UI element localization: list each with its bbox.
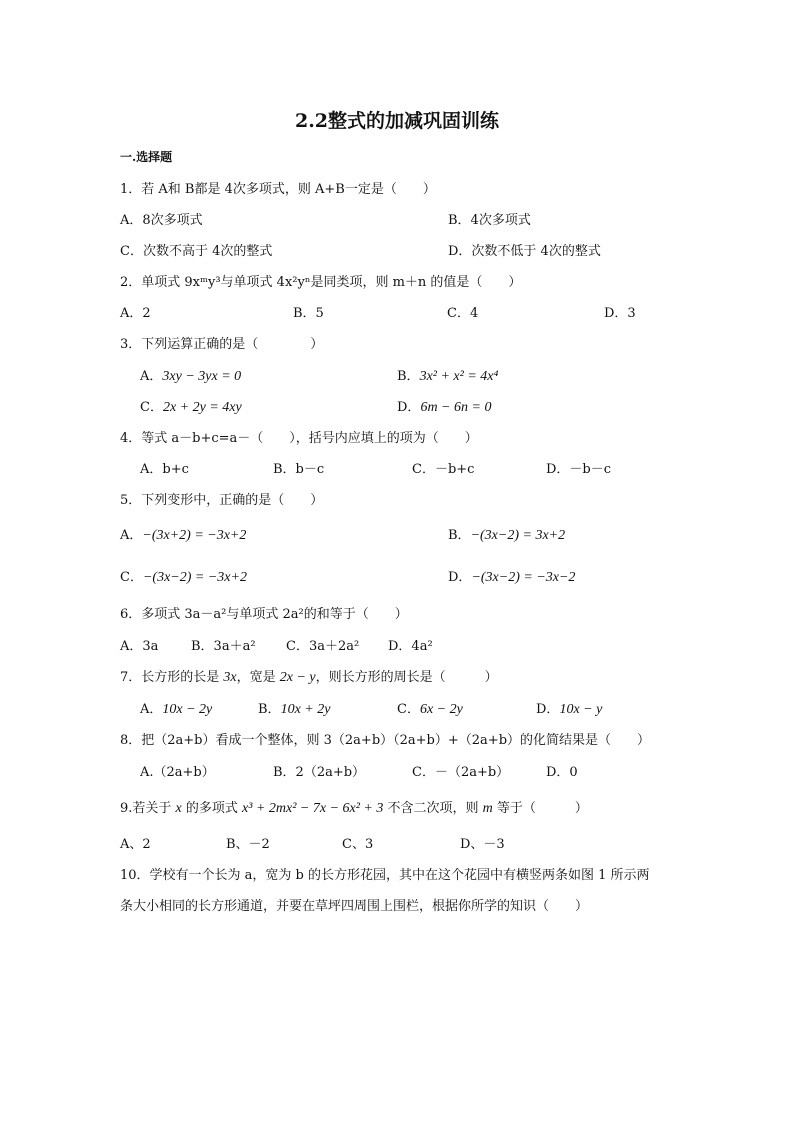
question-2-stem: 2．单项式 9xᵐy³与单项式 4x²yⁿ是同类项，则 m＋n 的值是（ ） [120,275,522,290]
question-4-stem: 4．等式 a－b+c=a－（ ），括号内应填上的项为（ ） [120,431,478,446]
question-7-stem: 7．长方形的长是 3x，宽是 2x − y，则长方形的周长是（ ） [120,670,498,685]
math-expression: 10x + 2y [280,702,331,717]
math-expression: 6x − 2y [419,702,463,717]
question-5-option-c: C．−(3x−2) = −3x+2 [120,570,247,585]
math-expression: 3xy − 3yx = 0 [162,369,242,384]
page-title: 2.2整式的加减巩固训练 [294,110,500,132]
math-expression: 10x − y [559,702,603,717]
question-9-option-d: D、－3 [460,837,505,852]
question-2-option-b: B．5 [293,306,324,321]
question-3-option-d: D．6m − 6n = 0 [397,400,492,415]
question-7-option-b: B．10x + 2y [258,702,331,717]
math-expression: 2x − y [279,670,316,685]
question-9-stem: 9.若关于 x 的多项式 x³ + 2mx² − 7x − 6x² + 3 不含二次项，则 m 等于（ ） [120,801,588,816]
question-4-option-d: D．－b－c [546,462,612,477]
question-3-option-b: B．3x² + x² = 4x⁴ [397,369,499,384]
question-1-option-a: A．8次多项式 [120,213,203,228]
question-1-option-c: C．次数不高于 4次的整式 [120,244,273,259]
question-4-option-c: C．－b+c [412,462,475,477]
question-3-option-c: C．2x + 2y = 4xy [140,400,242,415]
question-8-option-d: D．0 [546,765,578,780]
question-7-option-c: C．6x − 2y [397,702,463,717]
question-4-option-a: A．b+c [140,462,189,477]
question-9-option-c: C、3 [342,837,374,852]
math-expression: −(3x−2) = −3x+2 [142,570,247,585]
question-2-option-d: D．3 [604,306,636,321]
question-3-option-a: A．3xy − 3yx = 0 [140,369,242,384]
math-expression: 2x + 2y = 4xy [162,400,242,415]
question-7-option-a: A．10x − 2y [140,702,213,717]
math-expression: x³ + 2mx² − 7x − 6x² + 3 [242,801,384,816]
math-expression: 6m − 6n = 0 [420,400,492,415]
question-6-stem: 6．多项式 3a－a²与单项式 2a²的和等于（ ） [120,607,408,622]
question-7-option-d: D．10x − y [536,702,603,717]
question-2-option-a: A．2 [120,306,151,321]
math-expression: −(3x−2) = 3x+2 [470,528,566,543]
question-6-option-d: D．4a² [388,639,433,654]
math-expression: 3x² + x² = 4x⁴ [419,369,499,384]
question-6-option-c: C．3a＋2a² [286,639,360,654]
question-9-option-a: A、2 [120,837,151,852]
question-2-option-c: C．4 [447,306,479,321]
question-6-option-a: A．3a [120,639,159,654]
math-expression: x [175,801,182,816]
math-expression: −(3x+2) = −3x+2 [142,528,247,543]
question-10-stem-line-2: 条大小相同的长方形通道，并要在草坪四周围上围栏，根据你所学的知识（ ） [120,899,589,914]
question-5-option-b: B．−(3x−2) = 3x+2 [448,528,566,543]
question-8-option-b: B．2（2a+b） [273,765,366,780]
math-expression: −(3x−2) = −3x−2 [471,570,576,585]
question-1-option-b: B．4次多项式 [448,213,531,228]
question-8-option-a: A.（2a+b） [140,765,215,780]
question-5-stem: 5．下列变形中，正确的是（ ） [120,493,324,508]
question-10-stem-line-1: 10．学校有一个长为 a，宽为 b 的长方形花园，其中在这个花园中有横竖两条如图 1 所示两 [120,868,650,883]
question-1-stem: 1．若 A和 B都是 4次多项式，则 A+B一定是（ ） [120,182,436,197]
question-1-option-d: D．次数不低于 4次的整式 [448,244,601,259]
question-9-option-b: B、－2 [226,837,270,852]
question-6-option-b: B．3a＋a² [191,639,256,654]
section-heading: 一.选择题 [120,150,173,164]
question-3-stem: 3．下列运算正确的是（ ） [120,337,324,352]
question-8-option-c: C．－（2a+b） [412,765,510,780]
math-expression: m [482,801,493,816]
question-8-stem: 8．把（2a+b）看成一个整体，则 3（2a+b）（2a+b）+（2a+b）的化简结果是（ ） [120,733,651,748]
math-expression: 10x − 2y [162,702,213,717]
question-5-option-d: D．−(3x−2) = −3x−2 [448,570,576,585]
question-5-option-a: A．−(3x+2) = −3x+2 [120,528,247,543]
math-expression: 3x [223,670,237,685]
question-4-option-b: B．b－c [273,462,325,477]
